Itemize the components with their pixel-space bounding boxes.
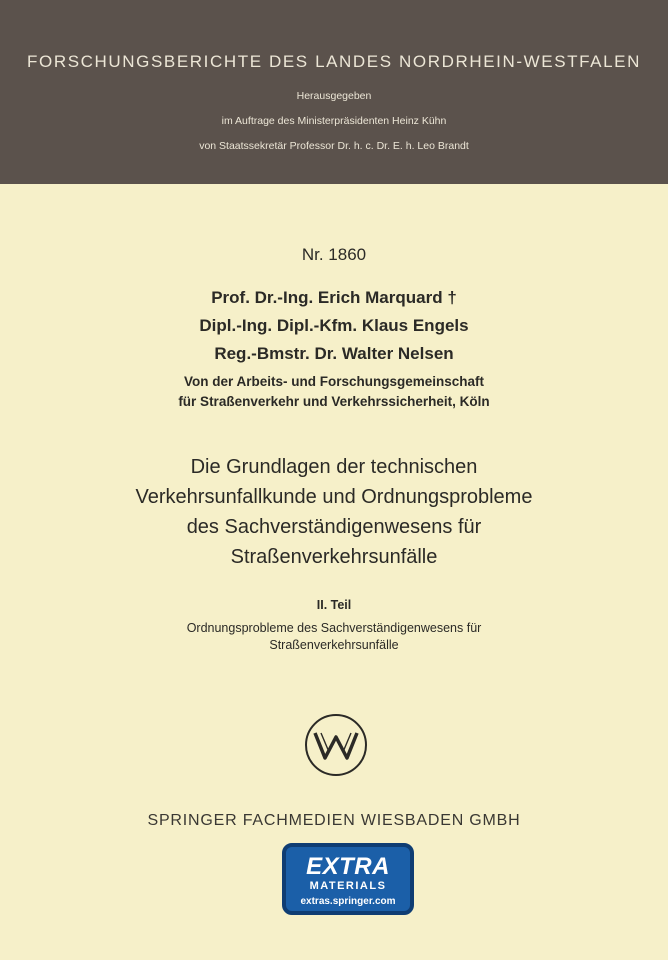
part-label: II. Teil	[316, 598, 352, 612]
title-line-3: des Sachverständigenwesens für	[186, 516, 482, 538]
report-number: Nr. 1860	[301, 245, 367, 264]
author-1: Prof. Dr.-Ing. Erich Marquard †	[211, 288, 457, 307]
publisher-name: SPRINGER FACHMEDIEN WIESBADEN GMBH	[147, 812, 521, 829]
editor-line-2: im Auftrage des Ministerpräsidenten Heinz Kühn	[221, 115, 447, 127]
author-2: Dipl.-Ing. Dipl.-Kfm. Klaus Engels	[199, 316, 469, 335]
badge-main-text: EXTRA	[306, 853, 390, 880]
title-line-2: Verkehrsunfallkunde und Ordnungsprobleme	[135, 486, 533, 508]
subtitle-line-1: Ordnungsprobleme des Sachverständigenwesens für	[186, 621, 482, 635]
subtitle-line-2: Straßenverkehrsunfälle	[269, 638, 399, 652]
author-3: Reg.-Bmstr. Dr. Walter Nelsen	[214, 344, 454, 363]
badge-url: extras.springer.com	[300, 896, 396, 907]
editor-line-1: Herausgegeben	[296, 90, 372, 102]
series-title: FORSCHUNGSBERICHTE DES LANDES NORDRHEIN-WESTFALEN	[27, 52, 641, 71]
institution-line-2: für Straßenverkehr und Verkehrssicherheit, Köln	[178, 394, 490, 409]
editor-line-3: von Staatssekretär Professor Dr. h. c. Dr. E. h. Leo Brandt	[199, 140, 469, 152]
badge-sub-text: MATERIALS	[309, 880, 387, 892]
title-line-1: Die Grundlagen der technischen	[190, 456, 478, 478]
publisher-logo-icon	[304, 713, 368, 777]
title-line-4: Straßenverkehrsunfälle	[230, 546, 438, 568]
institution-line-1: Von der Arbeits- und Forschungsgemeinschaft	[183, 374, 485, 389]
series-header-band	[0, 0, 668, 184]
extra-materials-badge[interactable]	[282, 843, 414, 915]
